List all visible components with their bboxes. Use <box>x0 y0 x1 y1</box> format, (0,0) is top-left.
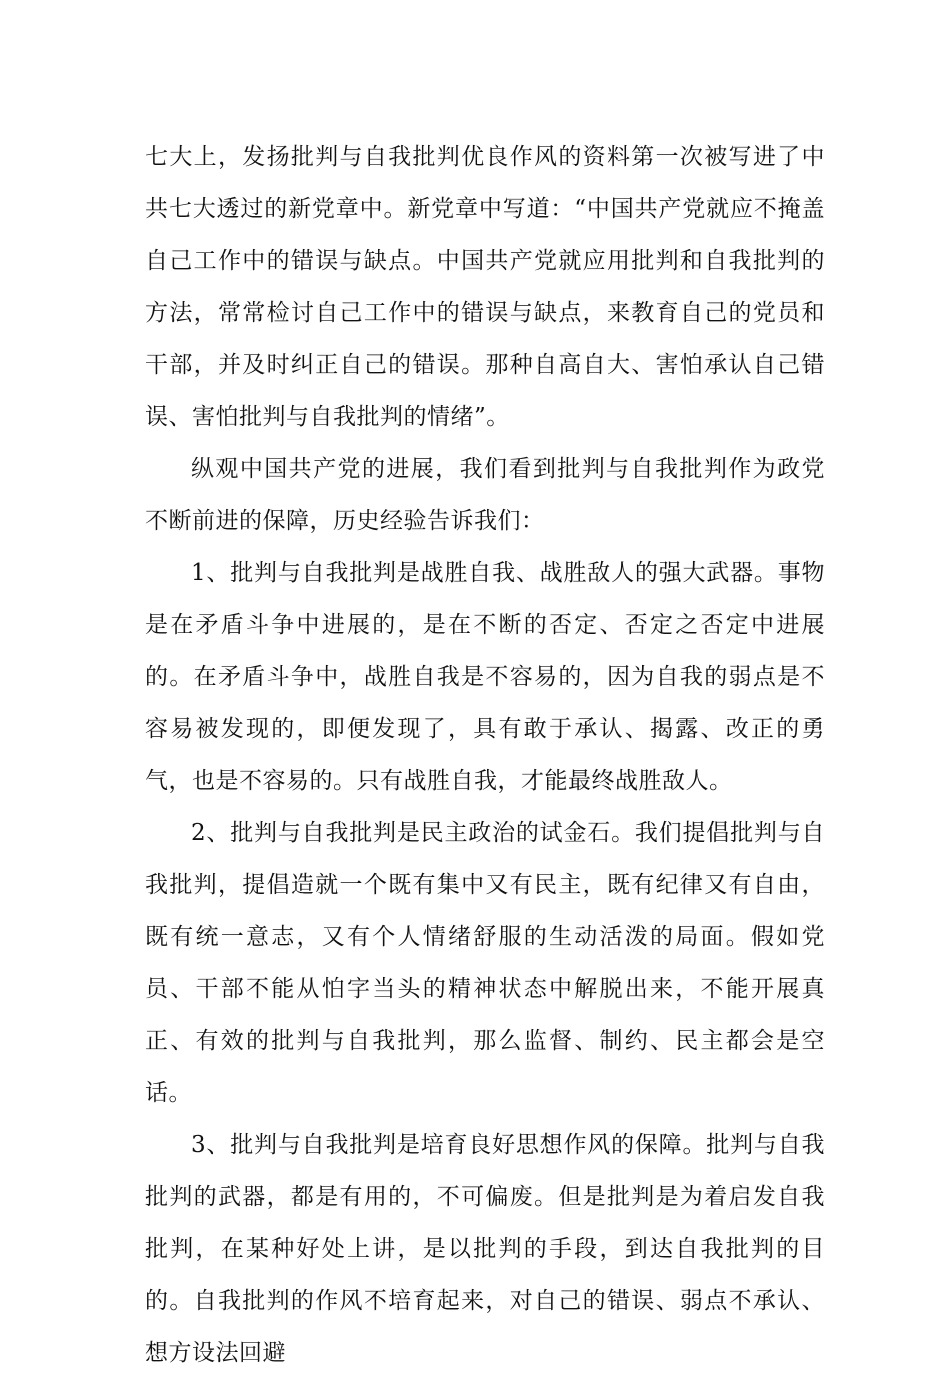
paragraph-point-2: 2、批判与自我批判是民主政治的试金石。我们提倡批判与自我批判，提倡造就一个既有集中又有民主，既有纪律又有自由，既有统一意志，又有个人情绪舒服的生动活泼的局面。假如党员、干部不能从怕字当头的精神状态中解脱出来，不能开展真正、有效的批判与自我批判，那么监督、制约、民主都会是空话。 <box>145 820 825 1106</box>
paragraph-continuation: 七大上，发扬批判与自我批判优良作风的资料第一次被写进了中共七大透过的新党章中。新党章中写道：“中国共产党就应不掩盖自己工作中的错误与缺点。中国共产党就应用批判和自我批判的方法，常常检讨自己工作中的错误与缺点，来教育自己的党员和干部，并及时纠正自己的错误。那种自高自大、害怕承认自己错误、害怕批判与自我批判的情绪”。 <box>145 144 825 430</box>
paragraph-point-3: 3、批判与自我批判是培育良好思想作风的保障。批判与自我批判的武器，都是有用的，不可偏废。但是批判是为着启发自我批判，在某种好处上讲，是以批判的手段，到达自我批判的目的。自我批判的作风不培育起来，对自己的错误、弱点不承认、想方设法回避 <box>145 1132 825 1366</box>
paragraph-overview: 纵观中国共产党的进展，我们看到批判与自我批判作为政党不断前进的保障，历史经验告诉我们： <box>145 456 825 534</box>
paragraph-point-1: 1、批判与自我批判是战胜自我、战胜敌人的强大武器。事物是在矛盾斗争中进展的，是在不断的否定、否定之否定中进展的。在矛盾斗争中，战胜自我是不容易的，因为自我的弱点是不容易被发现的，即便发现了，具有敢于承认、揭露、改正的勇气，也是不容易的。只有战胜自我，才能最终战胜敌人。 <box>145 560 825 794</box>
document-body <box>145 131 825 1379</box>
